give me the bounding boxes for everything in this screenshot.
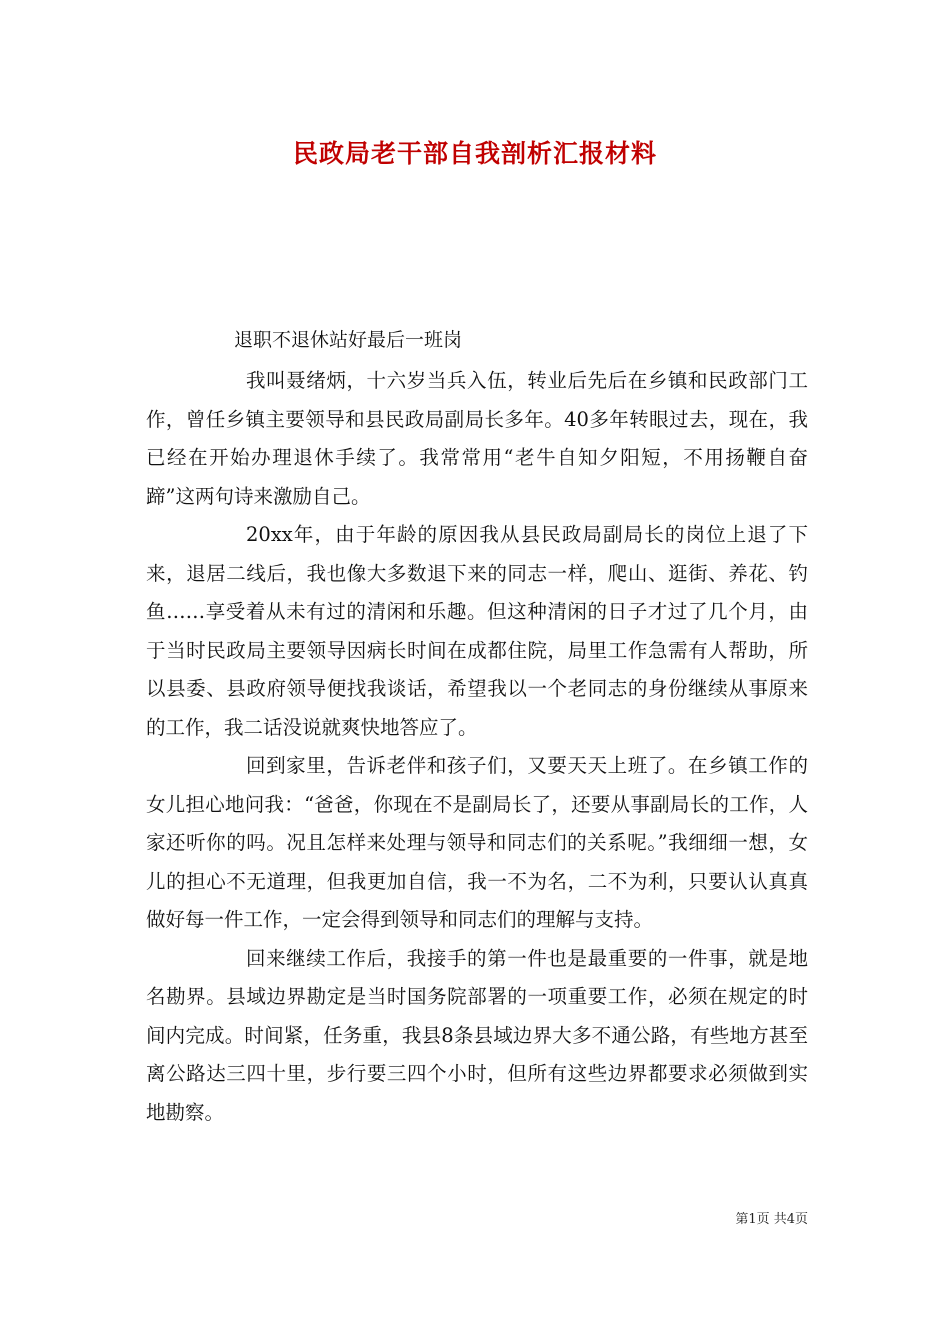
document-subtitle: 退职不退休站好最后一班岗	[234, 329, 463, 351]
body-paragraph: 20xx年，由于年龄的原因我从县民政局副局长的岗位上退了下来，退居二线后，我也像大多数退下来的同志一样，爬山、逛街、养花、钓鱼……享受着从未有过的清闲和乐趣。但这种清闲的日子才过了几个月，由于当时民政局主要领导因病长时间在成都住院，局里工作急需有人帮助，所以县委、县政府领导便找我谈话，希望我以一个老同志的身份继续从事原来的工作，我二话没说就爽快地答应了。	[146, 523, 808, 739]
body-paragraph: 回到家里，告诉老伴和孩子们，又要天天上班了。在乡镇工作的女儿担心地问我：“爸爸，你现在不是副局长了，还要从事副局长的工作，人家还听你的吗。况且怎样来处理与领导和同志们的关系呢。”我细细一想，女儿的担心不无道理，但我更加自信，我一不为名，二不为利，只要认认真真做好每一件工作，一定会得到领导和同志们的理解与支持。	[146, 754, 808, 931]
body-paragraph: 回来继续工作后，我接手的第一件也是最重要的一件事，就是地名勘界。县域边界勘定是当时国务院部署的一项重要工作，必须在规定的时间内完成。时间紧，任务重，我县8条县域边界大多不通公路，有些地方甚至离公路达三四十里，步行要三四个小时，但所有这些边界都要求必须做到实地勘察。	[146, 946, 808, 1124]
page-number: 第1页 共4页	[735, 1212, 808, 1227]
body-paragraph: 我叫聂绪炳，十六岁当兵入伍，转业后先后在乡镇和民政部门工作，曾任乡镇主要领导和县民政局副局长多年。40多年转眼过去，现在，我已经在开始办理退休手续了。我常常用“老牛自知夕阳短，不用扬鞭自奋蹄”这两句诗来激励自己。	[146, 369, 808, 508]
document-body	[146, 362, 808, 1132]
document-title: 民政局老干部自我剖析汇报材料	[292, 139, 657, 168]
